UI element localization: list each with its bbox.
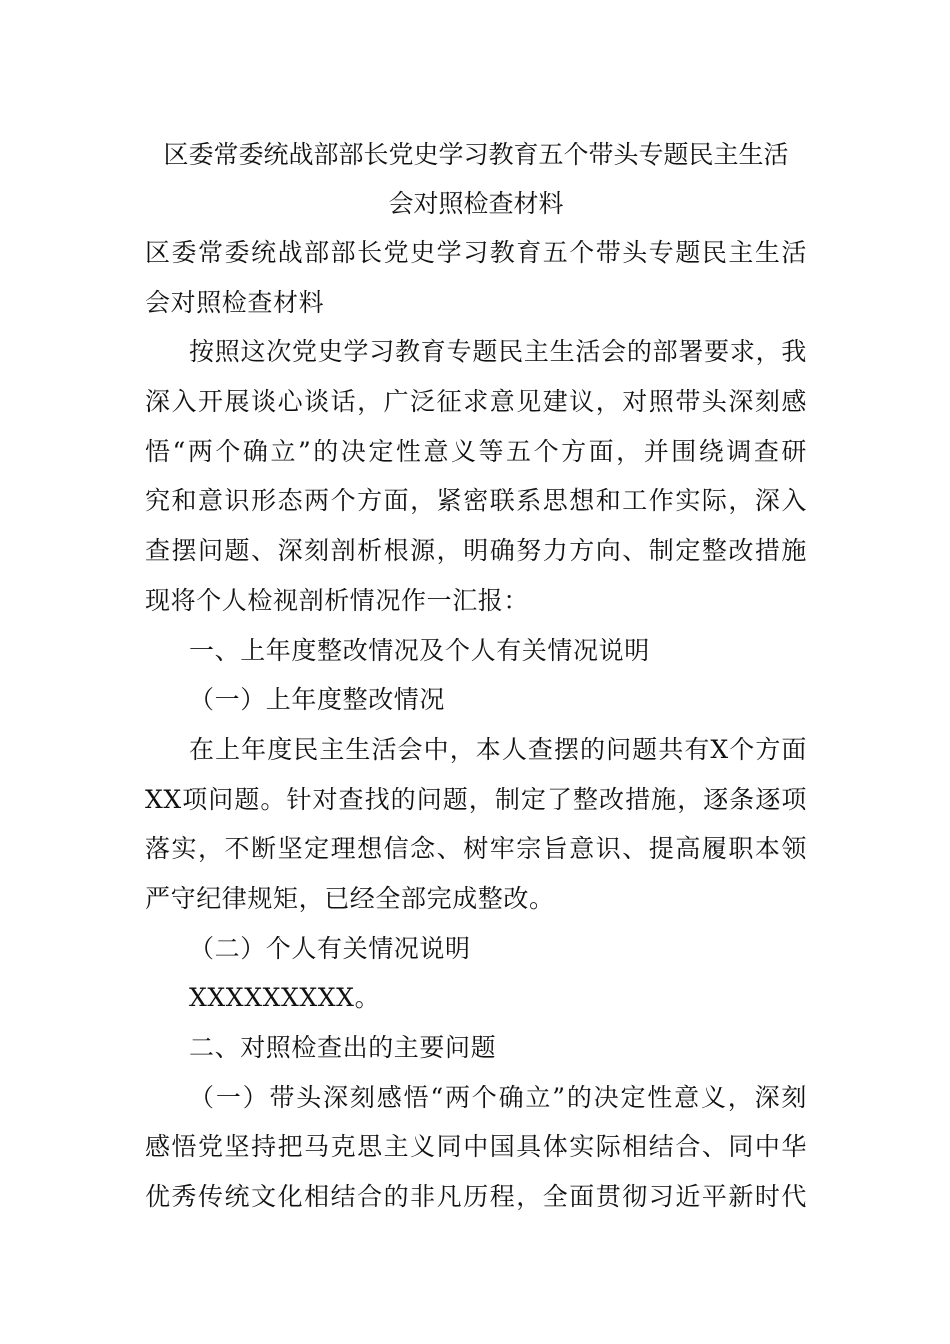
- title-line-1: 区委常委统战部部长党史学习教育五个带头专题民主生活: [163, 140, 789, 169]
- body-line-1: 区委常委统战部部长党史学习教育五个带头专题民主生活: [145, 238, 807, 267]
- body-line-6: 究和意识形态两个方面，紧密联系思想和工作实际，深入: [145, 486, 807, 516]
- body-line-5: 悟“两个确立”的决定性意义等五个方面，并围绕调查研: [145, 436, 807, 466]
- body-line-13: 落实，不断坚定理想信念、树牢宗旨意识、提高履职本领: [145, 834, 807, 864]
- body-line-20: 优秀传统文化相结合的非凡历程，全面贯彻习近平新时代: [145, 1182, 807, 1212]
- body-line-19: 感悟党坚持把马克思主义同中国具体实际相结合、同中华: [145, 1132, 807, 1162]
- document-title: [145, 130, 807, 228]
- title-line-2: 会对照检查材料: [388, 189, 564, 218]
- body-line-8: 现将个人检视剖析情况作一汇报：: [145, 585, 530, 615]
- section-heading-1: 一、上年度整改情况及个人有关情况说明: [189, 635, 650, 665]
- body-line-16: XXXXXXXXX。: [189, 983, 381, 1013]
- subsection-heading-1-2: （二）个人有关情况说明: [189, 933, 471, 963]
- body-line-14: 严守纪律规矩，已经全部完成整改。: [145, 883, 555, 913]
- section-heading-2: 二、对照检查出的主要问题: [189, 1033, 497, 1062]
- body-line-11: 在上年度民主生活会中，本人查摆的问题共有X个方面: [189, 734, 807, 764]
- body-line-18: （一）带头深刻感悟“两个确立”的决定性意义，深刻: [189, 1082, 807, 1112]
- document-body: [145, 228, 807, 1222]
- body-line-12: XX项问题。针对查找的问题，制定了整改措施，逐条逐项: [145, 784, 807, 814]
- body-line-3: 按照这次党史学习教育专题民主生活会的部署要求，我: [189, 337, 807, 367]
- subsection-heading-1-1: （一）上年度整改情况: [189, 685, 446, 715]
- body-line-2: 会对照检查材料: [145, 287, 325, 317]
- body-line-4: 深入开展谈心谈话，广泛征求意见建议，对照带头深刻感: [145, 387, 807, 417]
- body-line-7: 查摆问题、深刻剖析根源，明确努力方向、制定整改措施: [145, 536, 807, 566]
